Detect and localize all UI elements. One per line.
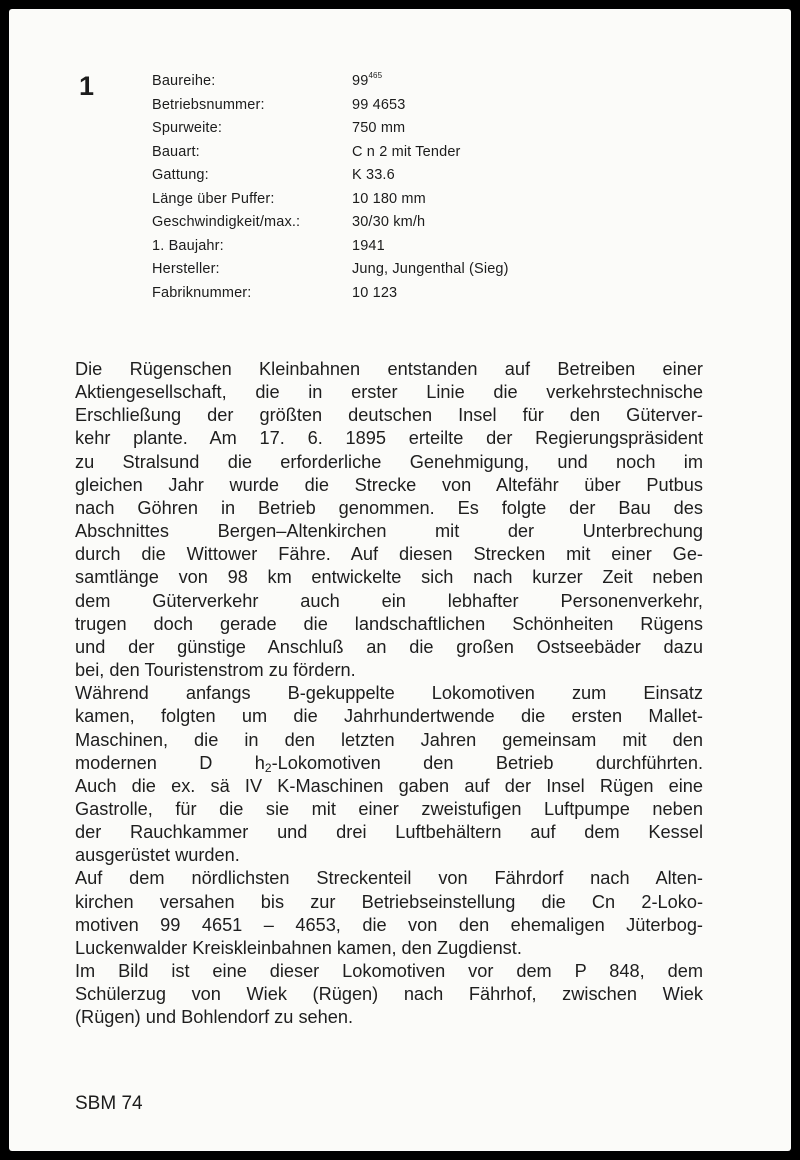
spec-row (152, 188, 509, 212)
text-segment: -Lokomotiven den Betrieb durchführten. (271, 752, 703, 773)
spec-table (152, 70, 509, 305)
text-line: trugen doch gerade die landschaftlichen Schönheiten Rügens (75, 613, 703, 634)
spec-value-text: 750 mm (352, 120, 406, 136)
spec-row (152, 164, 509, 188)
spec-value (352, 94, 405, 118)
text-line: kamen, folgten um die Jahrhundertwende die ersten Mallet- (75, 706, 703, 727)
spec-label: Länge über Puffer: (152, 190, 275, 207)
spec-value-superscript: 465 (368, 71, 383, 80)
spec-value (352, 258, 509, 282)
spec-value (352, 117, 405, 141)
text-line: zu Stralsund die erforderliche Genehmigung, und noch im (75, 451, 703, 472)
spec-value-text: Jung, Jungenthal (Sieg) (352, 261, 509, 277)
spec-value (352, 188, 426, 212)
info-card (9, 9, 791, 1151)
text-line: (Rügen) und Bohlendorf zu sehen. (75, 1007, 354, 1028)
spec-value-text: 30/30 km/h (352, 214, 426, 230)
spec-value (352, 164, 395, 188)
text-line: ausgerüstet wurden. (75, 845, 240, 866)
spec-row (152, 117, 509, 141)
text-line: motiven 99 4651 – 4653, die von den ehemaligen Jüterbog- (75, 914, 703, 935)
text-line: Gastrolle, für die sie mit einer zweistufigen Luftpumpe neben (75, 798, 703, 819)
spec-value-text: K 33.6 (352, 167, 395, 183)
spec-label: Fabriknummer: (152, 284, 252, 301)
spec-row (152, 282, 509, 306)
spec-value-text: 99 4653 (352, 96, 406, 113)
text-line: kirchen versahen bis zur Betriebseinstellung die Cn 2-Loko- (75, 891, 703, 912)
paragraph (75, 867, 703, 960)
spec-label: Spurweite: (152, 120, 223, 136)
text-line: dem Güterverkehr auch ein lebhafter Personenverkehr, (75, 590, 703, 611)
text-line: Abschnittes Bergen–Altenkirchen mit der Unterbrechung (75, 521, 703, 542)
spec-label: Betriebsnummer: (152, 96, 265, 113)
spec-label: Gattung: (152, 167, 209, 183)
spec-row (152, 211, 509, 235)
spec-value-text: C n 2 mit Tender (352, 143, 461, 160)
text-line: Auch die ex. sä IV K-Maschinen gaben auf der Insel Rügen eine (75, 775, 703, 796)
spec-label: Hersteller: (152, 261, 220, 277)
text-segment: modernen D h (75, 752, 265, 773)
text-line: bei, den Touristenstrom zu fördern. (75, 660, 356, 681)
spec-value (352, 282, 397, 306)
text-line: und der günstige Anschluß an die großen Ostseebäder dazu (75, 636, 703, 657)
spec-value (352, 211, 425, 235)
subscript: 2 (264, 760, 272, 775)
spec-row (152, 235, 509, 259)
spec-value (352, 235, 385, 259)
text-line (75, 752, 703, 775)
spec-value-text: 1941 (352, 237, 385, 254)
text-line: kehr plante. Am 17. 6. 1895 erteilte der Regierungspräsident (75, 428, 703, 449)
catalog-code: SBM 74 (75, 1093, 143, 1114)
text-line: nach Göhren in Betrieb genommen. Es folgte der Bau des (75, 497, 703, 518)
text-line: Im Bild ist eine dieser Lokomotiven vor dem P 848, dem (75, 961, 703, 982)
text-line: Die Rügenschen Kleinbahnen entstanden auf Betreiben einer (75, 359, 703, 379)
paragraph (75, 960, 703, 1029)
text-line: der Rauchkammer und drei Luftbehältern auf dem Kessel (75, 822, 703, 843)
card-number: 1 (79, 71, 95, 101)
spec-value-text: 99 (352, 73, 369, 89)
spec-value (352, 70, 382, 94)
text-line: Aktiengesellschaft, die in erster Linie die verkehrstechnische (75, 382, 703, 403)
spec-label: Geschwindigkeit/max.: (152, 214, 301, 230)
spec-value-text: 10 180 mm (352, 190, 426, 207)
text-line: gleichen Jahr wurde die Strecke von Altefähr über Putbus (75, 474, 703, 495)
text-line: Schülerzug von Wiek (Rügen) nach Fährhof, zwischen Wiek (75, 984, 703, 1005)
text-line: samtlänge von 98 km entwickelte sich nach kurzer Zeit neben (75, 567, 703, 588)
body-text (75, 358, 703, 1030)
spec-row (152, 141, 509, 165)
text-line: Erschließung der größten deutschen Insel für den Güterver- (75, 405, 703, 426)
spec-label: 1. Baujahr: (152, 237, 224, 254)
text-line: Maschinen, die in den letzten Jahren gemeinsam mit den (75, 729, 703, 750)
text-line: Während anfangs B-gekuppelte Lokomotiven zum Einsatz (75, 683, 703, 704)
paragraph (75, 358, 703, 682)
spec-row (152, 70, 509, 94)
spec-row (152, 258, 509, 282)
spec-value (352, 141, 461, 165)
text-line: Auf dem nördlichsten Streckenteil von Fährdorf nach Alten- (75, 868, 703, 889)
spec-label: Bauart: (152, 143, 200, 160)
text-line: Luckenwalder Kreiskleinbahnen kamen, den Zugdienst. (75, 937, 522, 958)
spec-value-text: 10 123 (352, 284, 398, 301)
text-line: durch die Wittower Fähre. Auf diesen Strecken mit einer Ge- (75, 544, 703, 565)
spec-row (152, 94, 509, 118)
paragraph (75, 682, 703, 867)
spec-label: Baureihe: (152, 73, 216, 89)
